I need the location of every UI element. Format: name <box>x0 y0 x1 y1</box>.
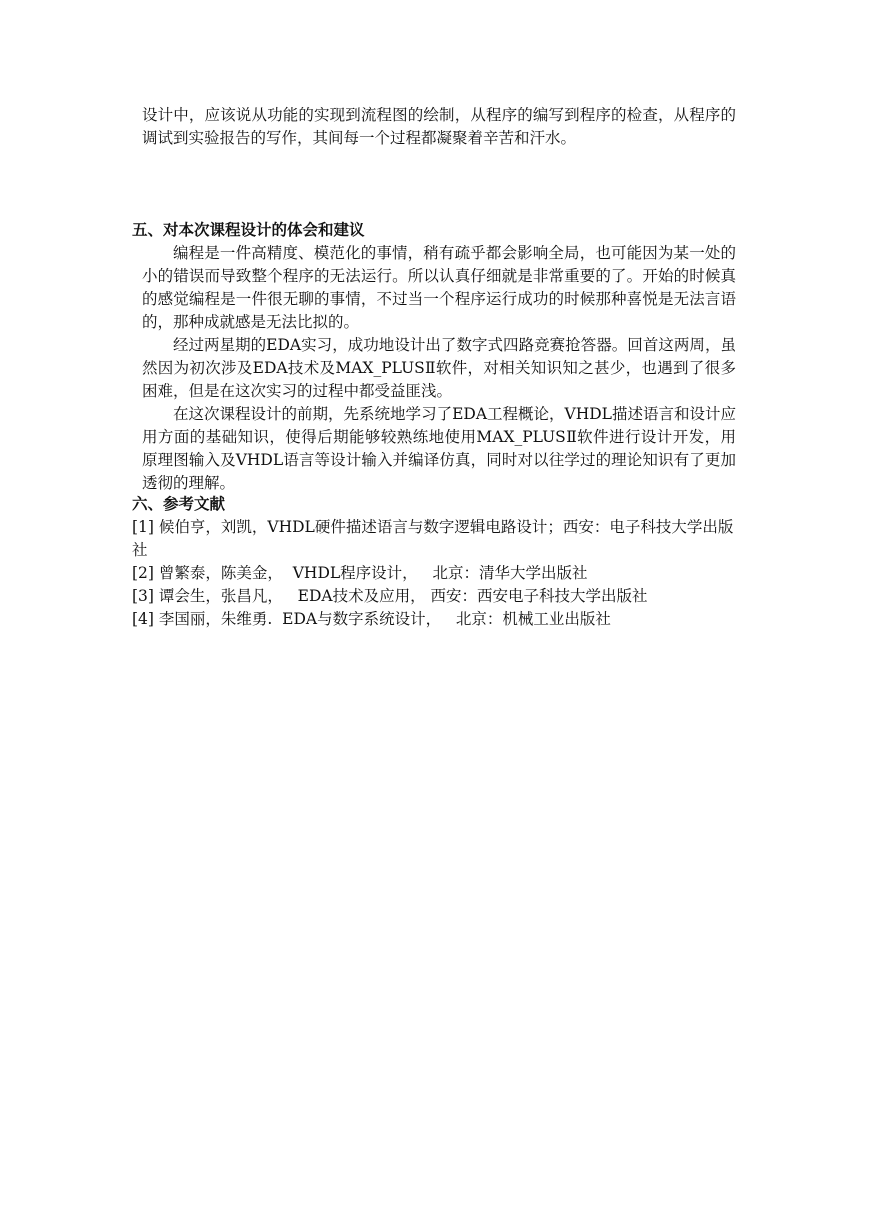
section-5-paragraph-1: 编程是一件高精度、模范化的事情，稍有疏乎都会影响全局，也可能因为某一处的小的错误而导致整个程序的无法运行。所以认真仔细就是非常重要的了。开始的时候真的感觉编程是一件很无聊的事情，不过当一个程序运行成功的时候那种喜悦是无法言语的，那种成就感是无法比拟的。 <box>142 244 736 331</box>
reference-item-4: [4] 李国丽，朱维勇. EDA与数字系统设计， 北京：机械工业出版社 <box>132 610 611 628</box>
section-5-body <box>142 242 736 495</box>
reference-list <box>132 516 738 631</box>
reference-item-2: [2] 曾繁泰，陈美金， VHDL程序设计， 北京：清华大学出版社 <box>132 564 588 582</box>
section-5-paragraph-3: 在这次课程设计的前期，先系统地学习了EDA工程概论，VHDL描述语言和设计应用方面的基础知识，使得后期能够较熟练地使用MAX_PLUSⅡ软件进行设计开发，用原理图输入及VHDL语言等设计输入并编译仿真，同时对以往学过的理论知识有了更加透彻的理解。 <box>142 405 736 492</box>
reference-item-1: [1] 候伯亨，刘凯，VHDL硬件描述语言与数字逻辑电路设计；西安：电子科技大学出版社 <box>132 518 734 559</box>
section-5-paragraph-2: 经过两星期的EDA实习，成功地设计出了数字式四路竞赛抢答器。回首这两周，虽然因为初次涉及EDA技术及MAX_PLUSⅡ软件，对相关知识知之甚少，也遇到了很多困难，但是在这次实习的过程中都受益匪浅。 <box>142 336 736 400</box>
section-6-heading: 六、参考文献 <box>132 495 226 513</box>
intro-paragraph: 设计中，应该说从功能的实现到流程图的绘制，从程序的编写到程序的检查，从程序的调试到实验报告的写作，其间每一个过程都凝聚着辛苦和汗水。 <box>142 106 736 147</box>
reference-item-3: [3] 谭会生，张昌凡， EDA技术及应用， 西安：西安电子科技大学出版社 <box>132 587 648 605</box>
section-5-heading: 五、对本次课程设计的体会和建议 <box>132 221 365 239</box>
